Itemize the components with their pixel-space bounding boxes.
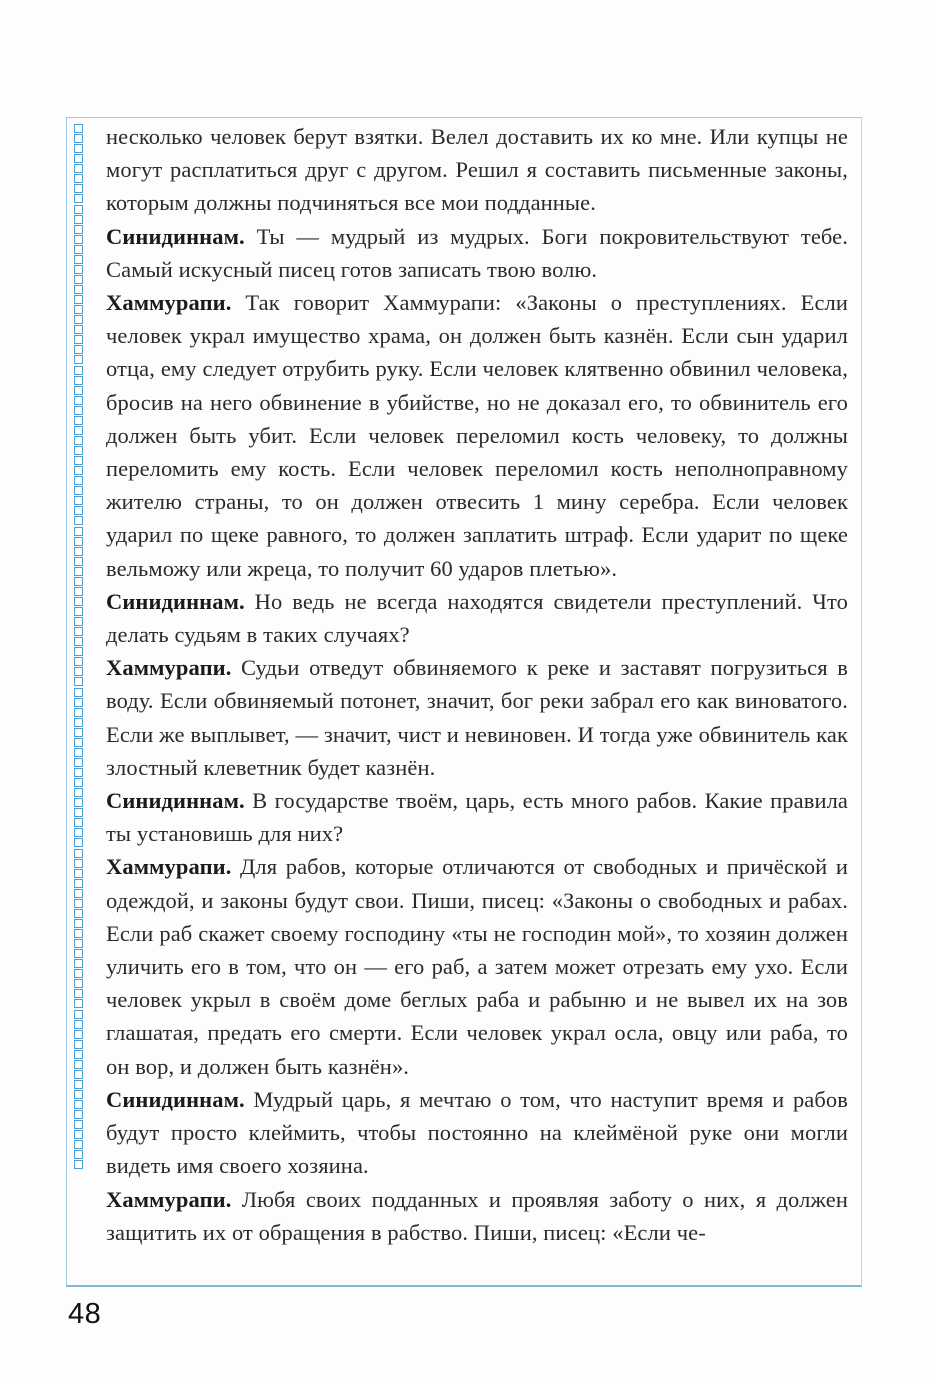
ornament-square [74, 1050, 83, 1059]
dialogue-line [106, 585, 848, 651]
ornament-square [74, 929, 83, 938]
ornament-square [74, 768, 83, 777]
ornament-square [74, 557, 83, 566]
ornament-square [74, 466, 83, 475]
ornament-square [74, 386, 83, 395]
ornament-square [74, 245, 83, 254]
ornament-square [74, 889, 83, 898]
ornament-square [74, 869, 83, 878]
dialogue-text-block [106, 120, 848, 1249]
speech-text: В государстве твоём, царь, есть много рабов. Какие правила ты установишь для них? [106, 788, 848, 847]
ornament-square [74, 235, 83, 244]
dialogue-line [106, 651, 848, 784]
ornament-square [74, 305, 83, 314]
decorative-square-border [74, 124, 86, 1278]
speaker-name: Синидиннам. [106, 223, 245, 249]
ornament-square [74, 325, 83, 334]
speech-text: Любя своих подданных и проявляя заботу о них, я должен защитить их от обращения в рабство. Пиши, писец: «Если че- [106, 1186, 848, 1245]
ornament-square [74, 818, 83, 827]
ornament-square [74, 194, 83, 203]
ornament-square [74, 255, 83, 264]
ornament-square [74, 758, 83, 767]
ornament-square [74, 849, 83, 858]
ornament-square [74, 376, 83, 385]
dialogue-line [106, 286, 848, 585]
ornament-square [74, 698, 83, 707]
speech-text: Но ведь не всегда находятся свидетели преступлений. Что делать судьям в таких случаях? [106, 588, 848, 648]
ornament-square [74, 999, 83, 1008]
ornament-square [74, 154, 83, 163]
ornament-square [74, 778, 83, 787]
ornament-square [74, 315, 83, 324]
ornament-square [74, 879, 83, 888]
ornament-square [74, 1090, 83, 1099]
ornament-square [74, 446, 83, 455]
speaker-name: Хаммурапи. [106, 854, 232, 880]
ornament-square [74, 355, 83, 364]
ornament-square [74, 1030, 83, 1039]
ornament-square [74, 496, 83, 505]
ornament-square [74, 909, 83, 918]
ornament-square [74, 577, 83, 586]
ornament-square [74, 647, 83, 656]
ornament-square [74, 919, 83, 928]
speaker-name: Синидиннам. [106, 1086, 245, 1112]
ornament-square [74, 416, 83, 425]
ornament-square [74, 1150, 83, 1159]
ornament-square [74, 1130, 83, 1139]
ornament-square [74, 516, 83, 525]
ornament-square [74, 537, 83, 546]
ornament-square [74, 959, 83, 968]
ornament-square [74, 788, 83, 797]
ornament-square [74, 134, 83, 143]
ornament-square [74, 979, 83, 988]
ornament-square [74, 728, 83, 737]
ornament-square [74, 265, 83, 274]
ornament-square [74, 1110, 83, 1119]
ornament-square [74, 1100, 83, 1109]
ornament-square [74, 627, 83, 636]
ornament-square [74, 215, 83, 224]
dialogue-line [106, 1183, 848, 1249]
ornament-square [74, 597, 83, 606]
speaker-name: Хаммурапи. [106, 1186, 232, 1212]
ornament-square [74, 637, 83, 646]
ornament-square [74, 1040, 83, 1049]
ornament-square [74, 164, 83, 173]
ornament-square [74, 798, 83, 807]
ornament-square [74, 285, 83, 294]
page-number: 48 [68, 1298, 102, 1330]
ornament-square [74, 688, 83, 697]
speech-text: Ты — мудрый из мудрых. Боги покровительствуют тебе. Самый искусный писец готов записать твою волю. [106, 223, 848, 282]
ornament-square [74, 456, 83, 465]
dialogue-line [106, 784, 848, 850]
ornament-square [74, 426, 83, 435]
speech-text: Так говорит Хаммурапи: «Законы о преступлениях. Если человек украл имущество храма, он должен быть казнён. Если сын ударил отца, ему следует отрубить руку. Если человек клятвенно обвинил человека, бросив на него обвинение в убийстве, но не доказал его, то обвинитель его должен быть убит. Если человек переломил кость человеку, то должны переломить ему кость. Если человек переломил кость неполноправному жителю страны, то он должен отвесить 1 мину серебра. Если человек ударил по щеке равного, то должен заплатить штраф. Если ударит по щеке вельможу или жреца, то получит 60 ударов плетью». [106, 290, 848, 581]
ornament-square [74, 476, 83, 485]
ornament-square [74, 899, 83, 908]
speaker-name: Синидиннам. [106, 788, 245, 814]
ornament-square [74, 1060, 83, 1069]
ornament-square [74, 838, 83, 847]
speaker-name: Хаммурапи. [106, 290, 232, 316]
opening-paragraph: несколько человек берут взятки. Велел доставить их ко мне. Или купцы не могут расплатиться друг с другом. Решил я составить письменные законы, которым должны подчиняться все мои подданные. [106, 124, 848, 216]
ornament-square [74, 859, 83, 868]
ornament-square [74, 969, 83, 978]
ornament-square [74, 1080, 83, 1089]
ornament-square [74, 718, 83, 727]
ornament-square [74, 366, 83, 375]
ornament-square [74, 1020, 83, 1029]
ornament-square [74, 738, 83, 747]
ornament-square [74, 406, 83, 415]
ornament-square [74, 506, 83, 515]
ornament-square [74, 617, 83, 626]
ornament-square [74, 144, 83, 153]
ornament-square [74, 677, 83, 686]
ornament-square [74, 949, 83, 958]
speech-text: Для рабов, которые отличаются от свободных и причёской и одеждой, и законы будут свои. Пиши, писец: «Законы о свободных и рабах. Если раб скажет своему господину «ты не господин мой», то хозяин должен уличить его в том, что он — его раб, а затем может отрезать ему ухо. Если человек укрыл в своём доме беглых раба и рабыню и не вывел их на зов глашатая, предать его смерти. Если человек украл осла, овцу или раба, то он вор, и должен быть казнён». [106, 854, 848, 1079]
ornament-square [74, 335, 83, 344]
ornament-square [74, 808, 83, 817]
ornament-square [74, 1120, 83, 1129]
ornament-square [74, 939, 83, 948]
ornament-square [74, 184, 83, 193]
ornament-square [74, 828, 83, 837]
speaker-name: Хаммурапи. [106, 655, 232, 681]
dialogue-line [106, 850, 848, 1082]
ornament-square [74, 205, 83, 214]
ornament-square [74, 547, 83, 556]
ornament-square [74, 124, 83, 133]
ornament-square [74, 567, 83, 576]
ornament-square [74, 1160, 83, 1169]
ornament-square [74, 295, 83, 304]
ornament-square [74, 748, 83, 757]
speech-text: Мудрый царь, я мечтаю о том, что наступит время и рабов будут просто клеймить, чтобы постоянно на клеймёной руке они могли видеть имя своего хозяина. [106, 1086, 848, 1179]
ornament-square [74, 708, 83, 717]
ornament-square [74, 345, 83, 354]
ornament-square [74, 667, 83, 676]
ornament-square [74, 657, 83, 666]
ornament-square [74, 225, 83, 234]
ornament-square [74, 1010, 83, 1019]
speech-text: Судьи отведут обвиняемого к реке и заставят погрузиться в воду. Если обвиняемый потонет, значит, бог реки забрал его как виноватого. Если же выплывет, — значит, чист и невиновен. И тогда уже обвинитель как злостный клеветник будет казнён. [106, 655, 848, 780]
ornament-square [74, 275, 83, 284]
dialogue-line [106, 1083, 848, 1183]
ornament-square [74, 396, 83, 405]
ornament-square [74, 174, 83, 183]
ornament-square [74, 486, 83, 495]
ornament-square [74, 1140, 83, 1149]
ornament-square [74, 1070, 83, 1079]
speaker-name: Синидиннам. [106, 588, 245, 614]
ornament-square [74, 587, 83, 596]
ornament-square [74, 989, 83, 998]
dialogue-line [106, 220, 848, 286]
ornament-square [74, 436, 83, 445]
ornament-square [74, 607, 83, 616]
ornament-square [74, 527, 83, 536]
